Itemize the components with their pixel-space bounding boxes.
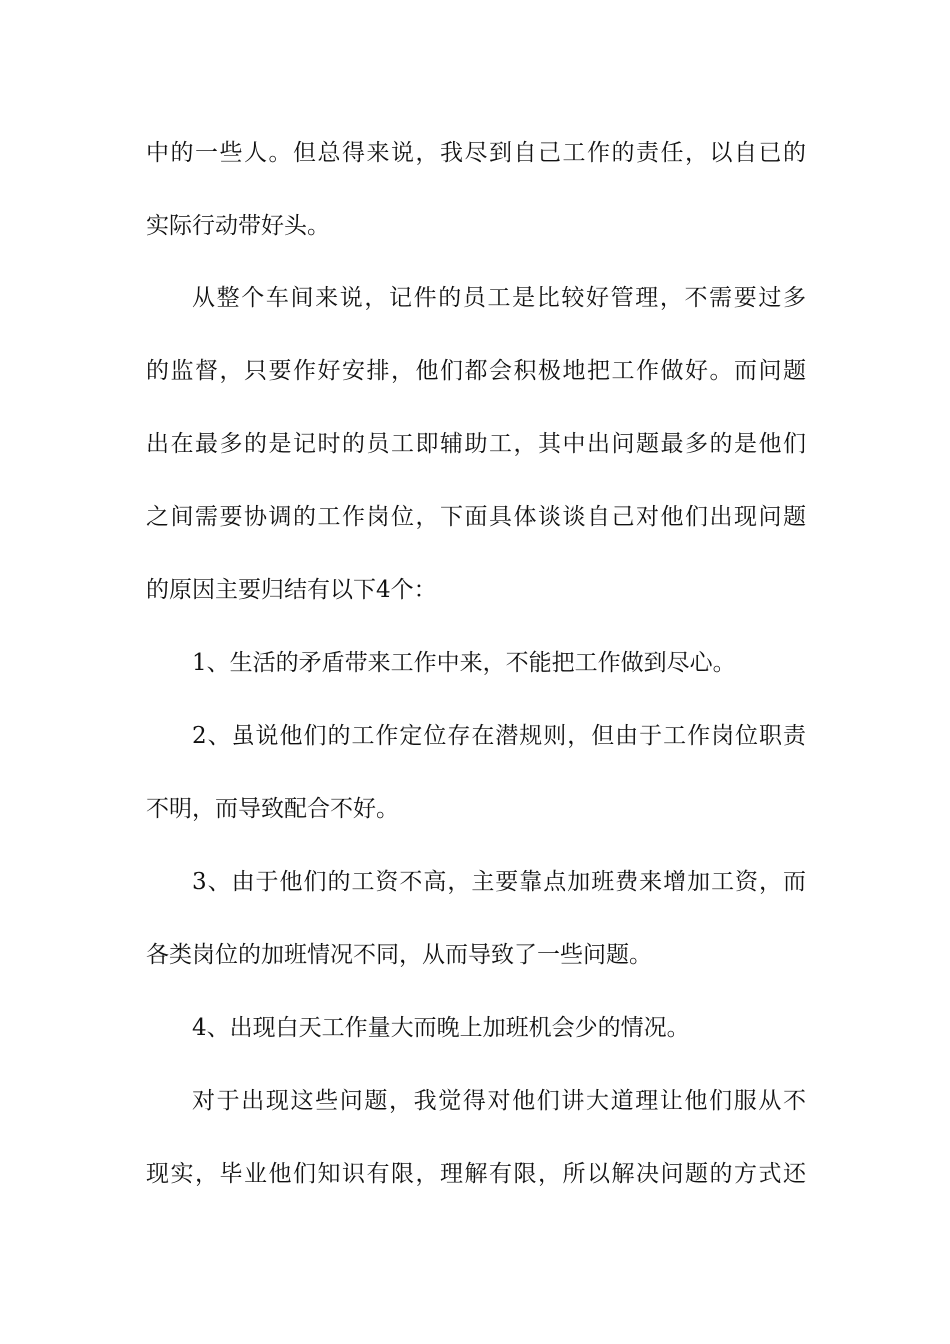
text-line-6: 之间需要协调的工作岗位，下面具体谈谈自己对他们出现问题 [146,504,806,530]
text-line-10: 不明，而导致配合不好。 [146,796,399,822]
text-line-2: 实际行动带好头。 [146,213,330,239]
text-line-8: 1、生活的矛盾带来工作中来，不能把工作做到尽心。 [192,650,736,676]
text-line-1: 中的一些人。但总得来说，我尽到自己工作的责任，以自已的 [146,140,806,166]
text-line-12: 各类岗位的加班情况不同，从而导致了一些问题。 [146,942,652,968]
text-line-4: 的监督，只要作好安排，他们都会积极地把工作做好。而问题 [146,358,806,384]
text-line-5: 出在最多的是记时的员工即辅助工，其中出问题最多的是他们 [146,431,806,457]
text-line-3: 从整个车间来说，记件的员工是比较好管理，不需要过多 [192,285,806,311]
text-line-7: 的原因主要归结有以下4个： [146,577,437,603]
text-line-14: 对于出现这些问题，我觉得对他们讲大道理让他们服从不 [192,1088,806,1114]
text-line-13: 4、出现白天工作量大而晚上加班机会少的情况。 [192,1015,690,1041]
text-line-11: 3、由于他们的工资不高，主要靠点加班费来增加工资，而 [192,869,806,895]
text-line-9: 2、虽说他们的工作定位存在潜规则，但由于工作岗位职责 [192,723,806,749]
text-line-15: 现实，毕业他们知识有限，理解有限，所以解决问题的方式还 [146,1161,806,1187]
